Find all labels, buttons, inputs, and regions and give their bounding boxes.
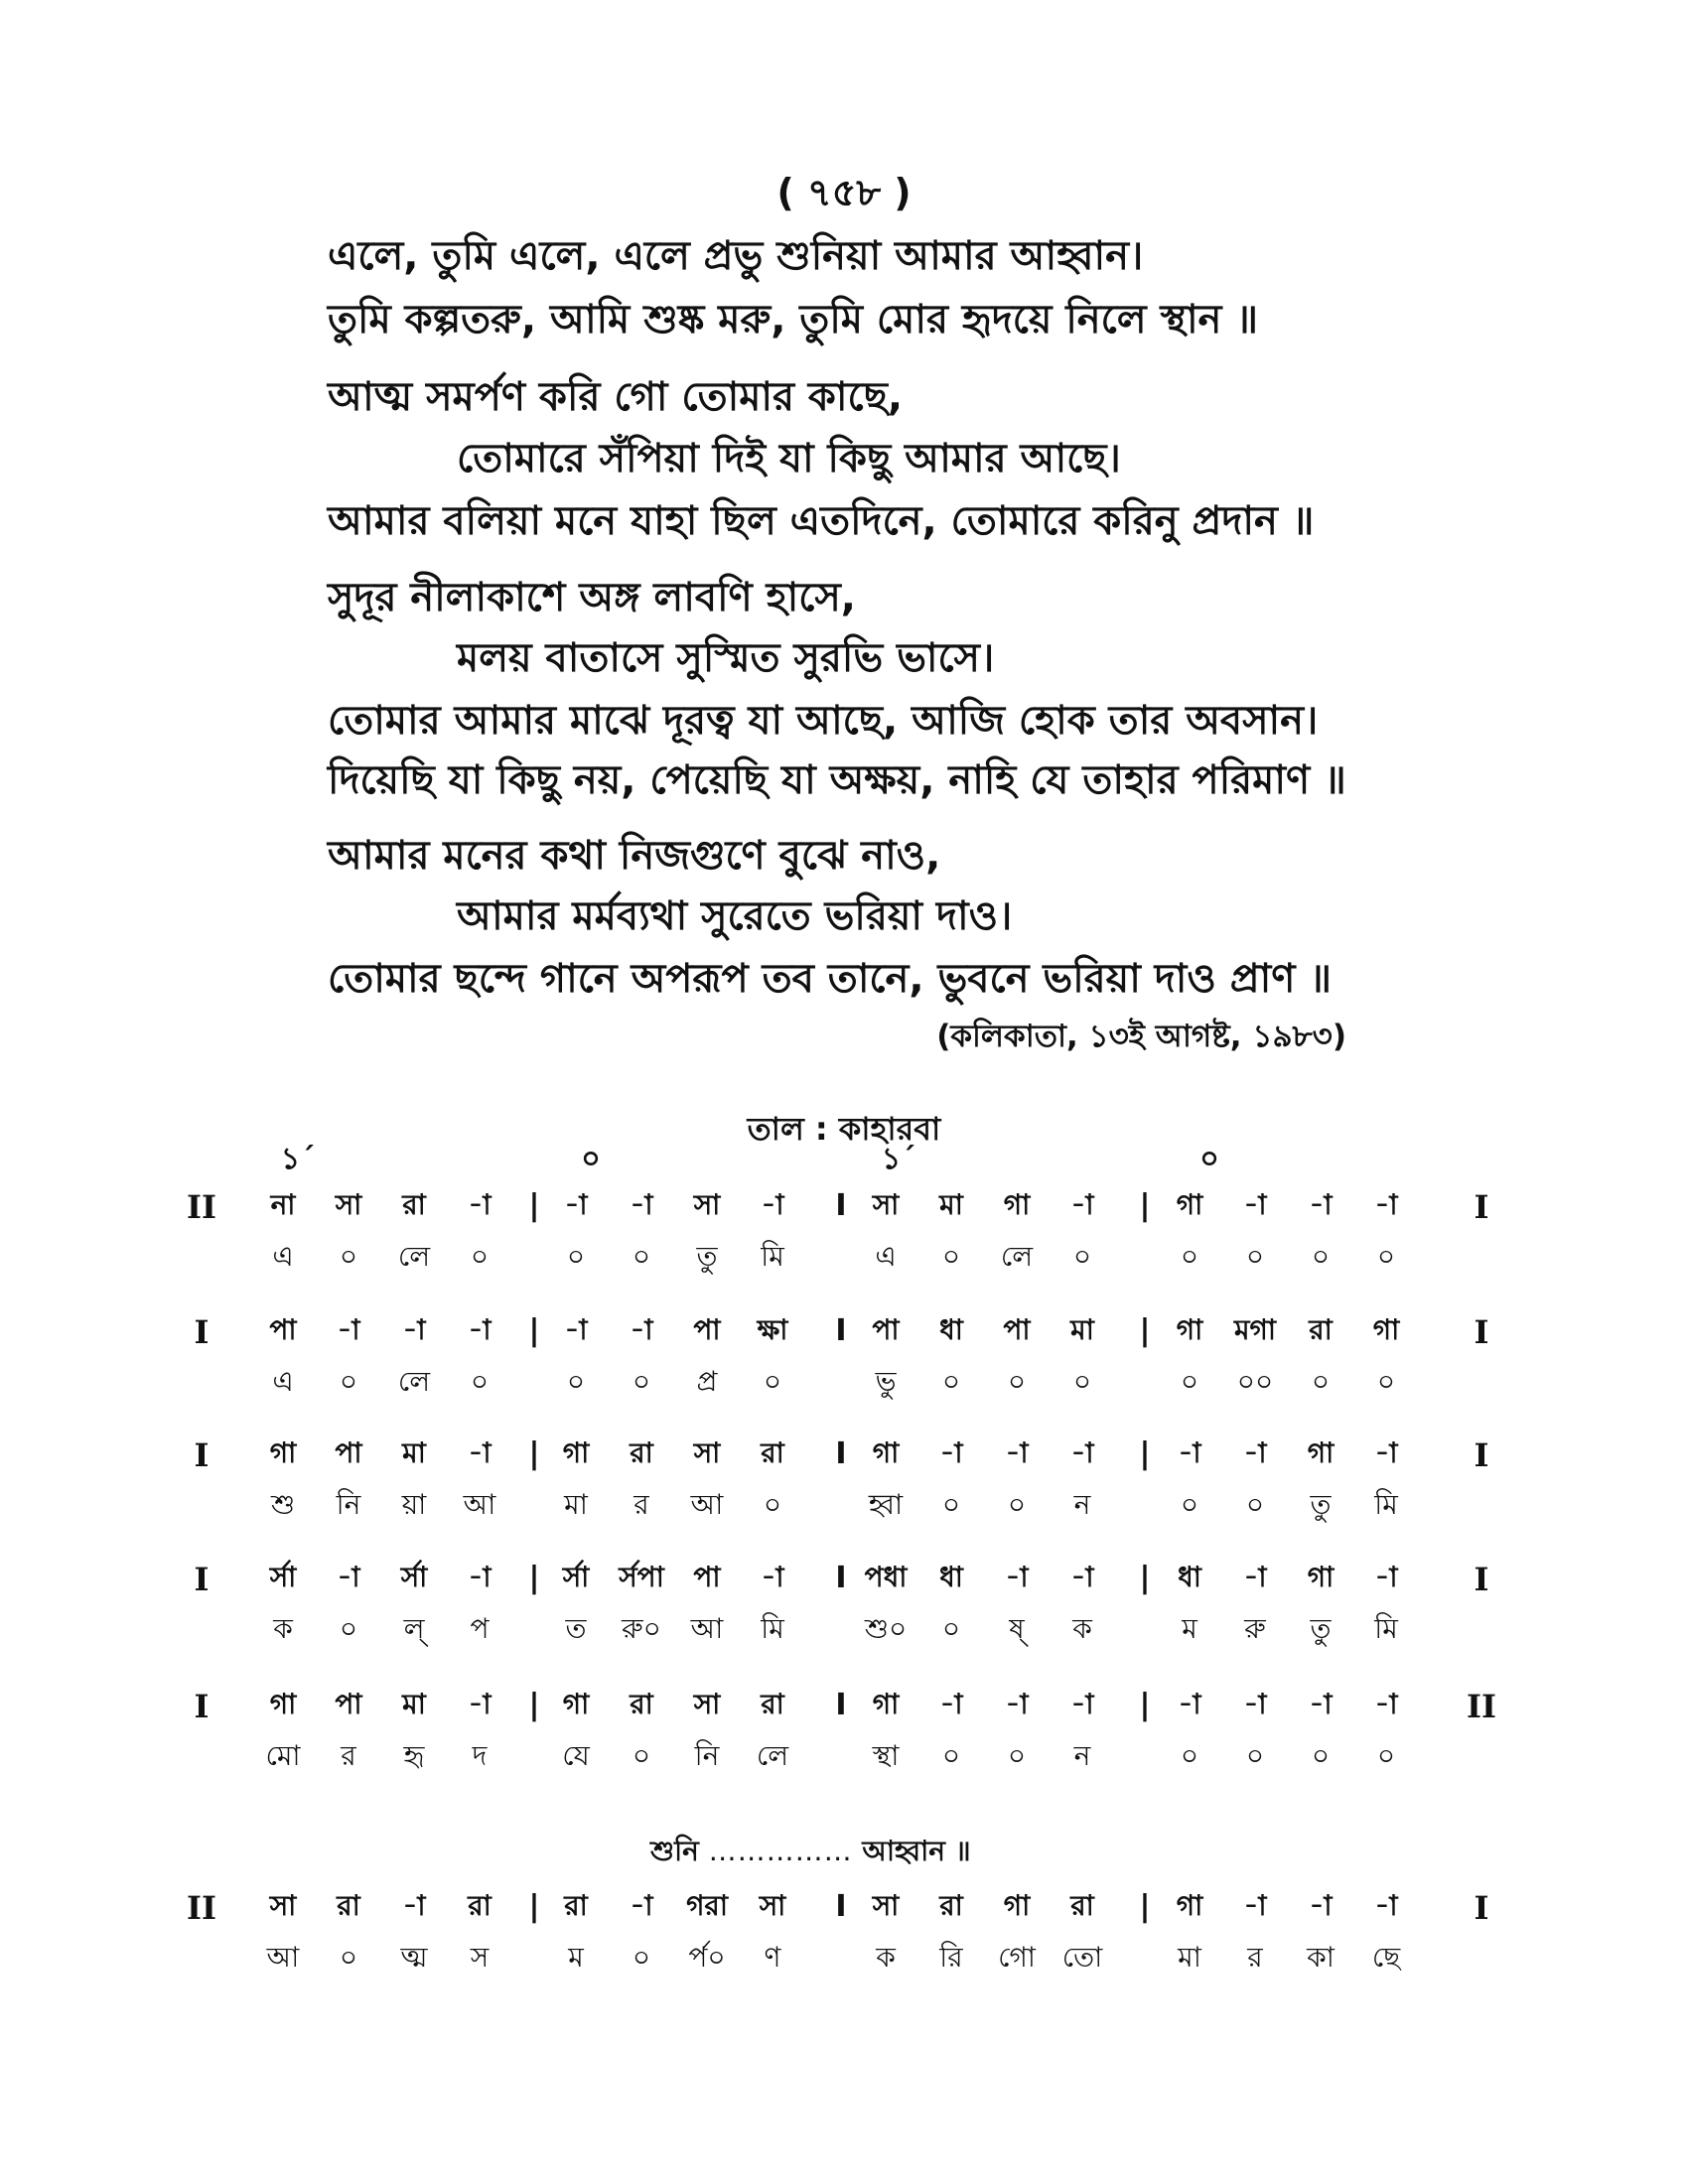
lyric-syllable: ০ [1007, 1488, 1027, 1521]
lyric-syllable: ০ [566, 1365, 586, 1398]
sargam-note: -া [1070, 1688, 1094, 1720]
sargam-note: -া [1374, 1188, 1398, 1221]
sargam-note: -া [337, 1561, 360, 1593]
verse-line: সুদূর নীলাকাশে অঙ্গ লাবণি হাসে, [328, 575, 856, 620]
lyric-syllable: ক [876, 1941, 896, 1974]
sargam-note: -া [468, 1313, 492, 1346]
lyric-syllable: আ [690, 1612, 724, 1645]
lyric-syllable: ল্ [403, 1612, 425, 1645]
sargam-note: সা [872, 1889, 900, 1922]
sargam-note: -া [1178, 1688, 1201, 1720]
verse-line: আত্ম সমর্পণ করি গো তোমার কাছে, [328, 374, 904, 420]
sargam-note: -া [337, 1313, 360, 1346]
lyric-syllable: ০ [763, 1365, 782, 1398]
sargam-note: রা [761, 1436, 784, 1469]
sargam-note: পা [693, 1313, 721, 1346]
sargam-note: -া [1309, 1188, 1333, 1221]
sargam-note: ধা [939, 1561, 963, 1593]
lyric-syllable: দ [472, 1739, 488, 1772]
sargam-note: মা [402, 1436, 426, 1469]
row-open-bar: II [187, 1889, 216, 1927]
taal-heading: তাল : কাহারবা [747, 1110, 941, 1148]
section-bar: I [835, 1889, 847, 1924]
beat-divider: | [1139, 1688, 1151, 1722]
lyric-syllable: মি [1374, 1488, 1398, 1521]
lyric-syllable: মা [1178, 1941, 1201, 1974]
verse-line: তোমারে সঁপিয়া দিই যা কিছু আমার আছে। [457, 436, 1121, 481]
lyric-syllable: ০ [763, 1488, 782, 1521]
sargam-note: -া [761, 1188, 784, 1221]
section-bar: I [835, 1688, 847, 1722]
lyric-syllable: ০ [1311, 1240, 1331, 1273]
beat-divider: | [1139, 1436, 1151, 1471]
lyric-syllable: ০ [470, 1365, 490, 1398]
sargam-note: না [270, 1188, 296, 1221]
lyric-syllable: ত্ম [400, 1941, 428, 1974]
row-close-bar: I [1474, 1313, 1489, 1351]
sargam-note: -া [1070, 1561, 1094, 1593]
lyric-syllable: মি [761, 1612, 784, 1645]
lyric-syllable: স্থা [872, 1739, 900, 1772]
beat-divider: | [528, 1561, 540, 1595]
sargam-note: -া [1005, 1436, 1029, 1469]
lyric-syllable: ০ [1072, 1365, 1092, 1398]
sargam-note: -া [1005, 1561, 1029, 1593]
composition-place-date: (কলিকাতা, ১৩ই আগষ্ট, ১৯৮৩) [936, 1019, 1346, 1054]
sargam-note: -া [1243, 1561, 1267, 1593]
lyric-syllable: ০ [339, 1365, 358, 1398]
sargam-note: -া [468, 1188, 492, 1221]
sargam-note: -া [1374, 1561, 1398, 1593]
beat-marker: ১´ [280, 1142, 316, 1176]
verse-line: তোমার আমার মাঝে দূরত্ব যা আছে, আজি হোক তার অবসান। [328, 698, 1319, 744]
lyric-syllable: তু [1310, 1488, 1332, 1521]
beat-divider: | [528, 1313, 540, 1348]
sargam-note: -া [1243, 1688, 1267, 1720]
verse-line: আমার মনের কথা নিজগুণে বুঝে নাও, [328, 833, 941, 879]
beat-divider: | [1139, 1561, 1151, 1595]
sargam-note: গা [562, 1688, 590, 1720]
sargam-note: গা [1307, 1561, 1335, 1593]
lyric-syllable: স [470, 1941, 490, 1974]
verse-line: তুমি কল্পতরু, আমি শুষ্ক মরু, তুমি মোর হৃদয়ে নিলে স্থান ॥ [328, 297, 1258, 342]
lyric-syllable: ০ [632, 1739, 651, 1772]
lyric-syllable: প [470, 1612, 490, 1645]
lyric-syllable: ০ [339, 1612, 358, 1645]
sargam-note: -া [1178, 1436, 1201, 1469]
lyric-syllable: ০ [470, 1240, 490, 1273]
lyric-syllable: ০ [941, 1365, 961, 1398]
sargam-note: রা [761, 1688, 784, 1720]
lyric-syllable: ন [1073, 1739, 1091, 1772]
lyric-syllable: তু [696, 1240, 718, 1273]
sargam-note: গা [562, 1436, 590, 1469]
verse-line: এলে, তুমি এলে, এলে প্রভু শুনিয়া আমার আহ্বান। [328, 233, 1144, 279]
sargam-note: সা [872, 1188, 900, 1221]
lyric-syllable: ০ [941, 1240, 961, 1273]
lyric-syllable: তু [1310, 1612, 1332, 1645]
sargam-note: মা [939, 1188, 963, 1221]
lyric-syllable: ০ [1007, 1739, 1027, 1772]
beat-marker: ১´ [881, 1142, 916, 1176]
row-open-bar: I [194, 1313, 210, 1351]
sargam-note: পা [872, 1313, 900, 1346]
sargam-note: রা [630, 1436, 653, 1469]
sargam-note: -া [468, 1561, 492, 1593]
lyric-syllable: শু [270, 1488, 296, 1521]
lyric-syllable: মি [1374, 1612, 1398, 1645]
lyric-syllable: ০ [1007, 1365, 1027, 1398]
lyric-syllable: ণ [764, 1941, 781, 1974]
lyric-syllable: রু০ [622, 1612, 661, 1645]
row-open-bar: I [194, 1688, 210, 1725]
sargam-note: গা [269, 1436, 297, 1469]
sargam-note: রা [468, 1889, 492, 1922]
lyric-syllable: ০ [1245, 1240, 1265, 1273]
lyric-syllable: এ [272, 1365, 294, 1398]
lyric-syllable: ০ [339, 1941, 358, 1974]
sargam-note: গা [1307, 1436, 1335, 1469]
section-bar: I [835, 1188, 847, 1223]
sargam-note: -া [1374, 1688, 1398, 1720]
sargam-note: র্সপা [619, 1561, 664, 1593]
lyric-syllable: ০ [632, 1365, 651, 1398]
refrain-dots: …………… [708, 1835, 853, 1867]
lyric-syllable: মি [761, 1240, 784, 1273]
lyric-syllable: হৃ [403, 1739, 425, 1772]
lyric-syllable: ০ [1180, 1488, 1199, 1521]
sargam-note: রা [939, 1889, 963, 1922]
sargam-note: -া [630, 1313, 653, 1346]
lyric-syllable: ০ [632, 1941, 651, 1974]
lyric-syllable: ০ [1311, 1739, 1331, 1772]
lyric-syllable: ০ [1180, 1240, 1199, 1273]
sargam-note: -া [564, 1313, 588, 1346]
sargam-note: গা [269, 1688, 297, 1720]
lyric-syllable: মো [265, 1739, 301, 1772]
lyric-syllable: ০ [1376, 1365, 1396, 1398]
verse-line: আমার বলিয়া মনে যাহা ছিল এতদিনে, তোমারে করিনু প্রদান ॥ [328, 498, 1315, 544]
refrain-cue [650, 1830, 971, 1876]
sargam-note: -া [1070, 1188, 1094, 1221]
row-close-bar: I [1474, 1561, 1489, 1598]
verse-line: মলয় বাতাসে সুস্মিত সুরভি ভাসে। [457, 635, 995, 681]
lyric-syllable: ক [1072, 1612, 1092, 1645]
row-close-bar: I [1474, 1188, 1489, 1226]
sargam-note: গা [872, 1688, 900, 1720]
sargam-note: ক্ষা [757, 1313, 788, 1346]
lyric-syllable: ন [1073, 1488, 1091, 1521]
lyric-syllable: লে [1000, 1240, 1034, 1273]
beat-divider: | [528, 1188, 540, 1223]
sargam-note: -া [761, 1561, 784, 1593]
sargam-note: পা [1003, 1313, 1031, 1346]
lyric-syllable: কা [1307, 1941, 1335, 1974]
lyric-syllable: ০ [1180, 1739, 1199, 1772]
sargam-note: গা [1176, 1313, 1203, 1346]
lyric-syllable: মা [564, 1488, 588, 1521]
lyric-syllable: রু [1244, 1612, 1266, 1645]
lyric-syllable: রি [939, 1941, 963, 1974]
sargam-note: পা [693, 1561, 721, 1593]
lyric-syllable: গো [998, 1941, 1036, 1974]
sargam-note: সা [759, 1889, 786, 1922]
section-bar: I [835, 1561, 847, 1595]
lyric-syllable: নি [694, 1739, 720, 1772]
lyric-syllable: আ [690, 1488, 724, 1521]
sargam-note: -া [1374, 1889, 1398, 1922]
sargam-note: -া [630, 1188, 653, 1221]
lyric-syllable: ০ [941, 1612, 961, 1645]
lyric-syllable: এ [272, 1240, 294, 1273]
sargam-note: গরা [686, 1889, 728, 1922]
sargam-note: -া [1309, 1889, 1333, 1922]
beat-divider: | [528, 1436, 540, 1471]
lyric-syllable: ০ [1245, 1488, 1265, 1521]
sargam-note: মা [402, 1688, 426, 1720]
sargam-note: রা [337, 1889, 360, 1922]
sargam-note: পা [335, 1688, 362, 1720]
sargam-note: রা [1070, 1889, 1094, 1922]
lyric-syllable: প্র [696, 1365, 718, 1398]
lyric-syllable: শু০ [864, 1612, 908, 1645]
sargam-note: -া [564, 1188, 588, 1221]
lyric-syllable: আ [266, 1941, 300, 1974]
sargam-note: সা [693, 1436, 721, 1469]
sargam-note: ধা [1178, 1561, 1201, 1593]
sargam-note: ধা [939, 1313, 963, 1346]
lyric-syllable: ম [568, 1941, 584, 1974]
refrain-start: শুনি [650, 1835, 699, 1867]
sargam-note: গা [1176, 1188, 1203, 1221]
beat-divider: | [528, 1688, 540, 1722]
lyric-syllable: ০ [1311, 1365, 1331, 1398]
lyric-syllable: ০ [1180, 1365, 1199, 1398]
beat-marker: ০ [581, 1142, 601, 1176]
verse-line: তোমার ছন্দে গানে অপরূপ তব তানে, ভুবনে ভরিয়া দাও প্রাণ ॥ [328, 956, 1332, 1002]
row-close-bar: I [1474, 1436, 1489, 1474]
lyric-syllable: র [633, 1488, 649, 1521]
sargam-note: র্সা [562, 1561, 590, 1593]
row-close-bar: II [1467, 1688, 1496, 1725]
sargam-note: -া [402, 1889, 426, 1922]
lyric-syllable: র [341, 1739, 356, 1772]
lyric-syllable: লে [756, 1739, 789, 1772]
verse-line: আমার মর্মব্যথা সুরেতে ভরিয়া দাও। [457, 893, 1013, 939]
lyric-syllable: ক [273, 1612, 293, 1645]
sargam-note: রা [564, 1889, 588, 1922]
beat-divider: | [1139, 1313, 1151, 1348]
lyric-syllable: ০ [632, 1240, 651, 1273]
sargam-note: র্সা [269, 1561, 297, 1593]
sargam-note: সা [693, 1688, 721, 1720]
sargam-note: -া [1243, 1436, 1267, 1469]
sargam-note: -া [939, 1688, 963, 1720]
lyric-syllable: হ্বা [868, 1488, 904, 1521]
lyric-syllable: ষ্ [1009, 1612, 1025, 1645]
lyric-syllable: আ [463, 1488, 496, 1521]
lyric-syllable: ০ [941, 1488, 961, 1521]
beat-divider: | [1139, 1889, 1151, 1924]
lyric-syllable: নি [336, 1488, 361, 1521]
lyric-syllable: র [1247, 1941, 1263, 1974]
lyric-syllable: য়া [401, 1488, 427, 1521]
verse-line: দিয়েছি যা কিছু নয়, পেয়েছি যা অক্ষয়, নাহি যে তাহার পরিমাণ ॥ [328, 757, 1346, 803]
sargam-note: রা [402, 1188, 426, 1221]
lyric-syllable: ০ [941, 1739, 961, 1772]
sargam-note: রা [1309, 1313, 1333, 1346]
sargam-note: -া [1243, 1188, 1267, 1221]
lyric-syllable: ত [565, 1612, 587, 1645]
lyric-syllable: ০ [1376, 1739, 1396, 1772]
sargam-note: -া [1309, 1688, 1333, 1720]
refrain-end: আহ্বান ॥ [862, 1835, 971, 1867]
sargam-note: সা [269, 1889, 297, 1922]
row-open-bar: I [194, 1436, 210, 1474]
lyric-syllable: ছে [1371, 1941, 1401, 1974]
lyric-syllable: ০০ [1236, 1365, 1274, 1398]
sargam-note: র্সা [400, 1561, 428, 1593]
sargam-note: -া [1070, 1436, 1094, 1469]
beat-divider: | [1139, 1188, 1151, 1223]
sargam-note: -া [939, 1436, 963, 1469]
sargam-note: সা [335, 1188, 362, 1221]
lyric-syllable: র্প০ [688, 1941, 726, 1974]
sargam-note: -া [1005, 1688, 1029, 1720]
section-bar: I [835, 1436, 847, 1471]
lyric-syllable: তো [1061, 1941, 1103, 1974]
sargam-note: রা [630, 1688, 653, 1720]
sargam-note: গা [872, 1436, 900, 1469]
beat-divider: | [528, 1889, 540, 1924]
row-open-bar: II [187, 1188, 216, 1226]
sargam-note: -া [630, 1889, 653, 1922]
lyric-syllable: ০ [339, 1240, 358, 1273]
lyric-syllable: লে [397, 1240, 431, 1273]
row-close-bar: I [1474, 1889, 1489, 1927]
sargam-note: সা [693, 1188, 721, 1221]
sargam-note: গা [1176, 1889, 1203, 1922]
lyric-syllable: ০ [566, 1240, 586, 1273]
lyric-syllable: ০ [1376, 1240, 1396, 1273]
sargam-note: -া [468, 1688, 492, 1720]
sargam-note: গা [1003, 1188, 1031, 1221]
sargam-note: -া [402, 1313, 426, 1346]
lyric-syllable: ০ [1072, 1240, 1092, 1273]
sargam-note: -া [1243, 1889, 1267, 1922]
section-bar: I [835, 1313, 847, 1348]
lyric-syllable: লে [397, 1365, 431, 1398]
lyric-syllable: ০ [1245, 1739, 1265, 1772]
lyric-syllable: এ [875, 1240, 897, 1273]
beat-marker: ০ [1199, 1142, 1219, 1176]
sargam-note: -া [1374, 1436, 1398, 1469]
sargam-note: পা [335, 1436, 362, 1469]
sargam-note: -া [468, 1436, 492, 1469]
sargam-note: পধা [864, 1561, 908, 1593]
lyric-syllable: ম [1182, 1612, 1197, 1645]
sargam-note: গা [1003, 1889, 1031, 1922]
sargam-note: মা [1070, 1313, 1094, 1346]
row-open-bar: I [194, 1561, 210, 1598]
sargam-note: পা [269, 1313, 297, 1346]
lyric-syllable: ভু [875, 1365, 897, 1398]
page-number: ( ৭৫৮ ) [776, 171, 912, 214]
sargam-note: মগা [1233, 1313, 1277, 1346]
lyric-syllable: যে [562, 1739, 590, 1772]
sargam-note: গা [1372, 1313, 1400, 1346]
